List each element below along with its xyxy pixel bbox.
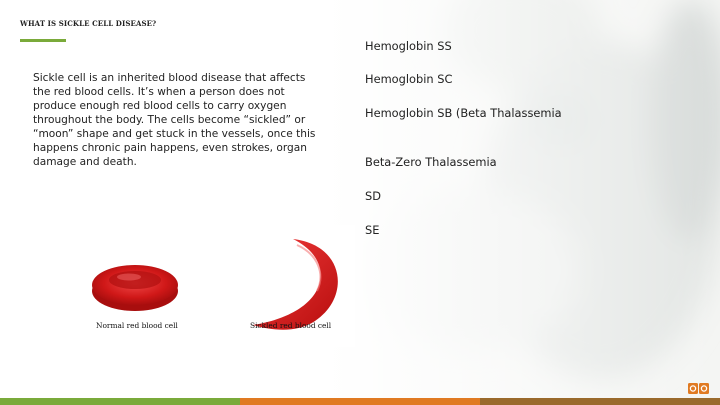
footer-segment-brown [480, 398, 720, 405]
footer-segment-green [0, 398, 240, 405]
blood-cells-figure [83, 225, 355, 347]
brand-logo-icon [688, 383, 709, 394]
normal-cell-caption: Normal red blood cell [96, 321, 178, 330]
footer-segment-orange [240, 398, 480, 405]
sickled-cell-caption: Sickled red blood cell [250, 321, 332, 330]
title-underline [20, 39, 66, 42]
sickled-red-blood-cell [253, 239, 338, 330]
definition-paragraph: Sickle cell is an inherited blood disease that affects the red blood cells. It’s when a person does not produce enough red blood cells to carry oxygen throughout the body. The cells become “sickled” or “moon” shape and get stuck in the vessels, once this happens chronic pain happens, even strokes, organ damage and death. [33, 72, 316, 168]
list-item: SD [365, 189, 382, 203]
list-item: Beta-Zero Thalassemia [365, 155, 497, 169]
list-item: Hemoglobin SC [365, 72, 453, 86]
slide-title: WHAT IS SICKLE CELL DISEASE? [20, 19, 157, 28]
footer-color-bar [0, 398, 720, 405]
normal-red-blood-cell [92, 265, 178, 311]
list-item: SE [365, 223, 380, 237]
list-item: Hemoglobin SB (Beta Thalassemia [365, 106, 562, 120]
list-item: Hemoglobin SS [365, 39, 452, 53]
